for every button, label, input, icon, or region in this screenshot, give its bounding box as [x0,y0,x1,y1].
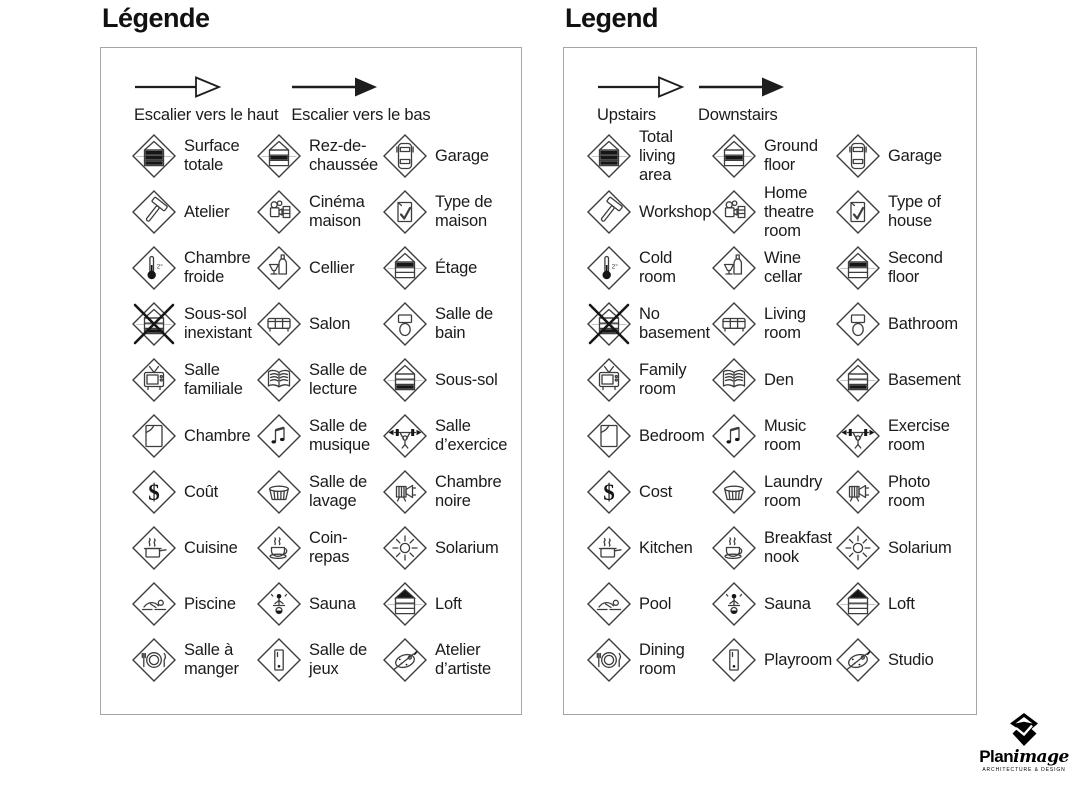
legend-item-label: Sauna [764,594,811,613]
legend-item-label: Loft [888,594,915,613]
legend-item-label: Chambre froide [184,249,251,287]
logo-tagline: ARCHITECTURE & DESIGN [982,767,1066,773]
legend-item-label: Cinéma maison [309,193,365,231]
legend-item-label: Piscine [184,594,236,613]
legend-item-label: Pool [639,594,672,613]
house-basement-icon [835,357,881,403]
stairs-down-arrow-icon [698,74,786,100]
legend-item-label: Atelier [184,202,230,221]
legend-item-label: Salle familiale [184,361,243,399]
cup-icon [711,525,757,571]
planimage-wordmark [972,748,1076,766]
legend-item-label: Salle de lavage [309,473,368,511]
legend-item-label: Coût [184,482,219,501]
legend-item-label: Chambre [184,426,251,445]
palette-icon [835,637,881,683]
legend-item-label: Family room [639,361,687,399]
planimage-mark-icon [1003,712,1045,748]
legend-item-label: Surface totale [184,137,240,175]
page-title-english: Legend [565,3,659,33]
legend-item-label: Music room [764,417,807,455]
sun-icon [835,525,881,571]
games-icon [711,637,757,683]
no-basement-icon [586,301,632,347]
legend-item-label: Salle de jeux [309,641,368,679]
plate-icon [131,637,177,683]
exercise-icon [382,413,428,459]
bed-icon [131,413,177,459]
games-icon [256,637,302,683]
legend-item-label: Atelier d’artiste [435,641,491,679]
house-all-icon [586,133,632,179]
legend-item-label: Salle de musique [309,417,370,455]
legend-panel-english [563,47,977,715]
stairs-up-entry [134,74,278,124]
house-loft-icon [382,581,428,627]
checklist-icon [382,189,428,235]
house-ground-icon [256,133,302,179]
thermometer-icon [131,245,177,291]
legend-item-label: Bedroom [639,426,705,445]
pot-icon [131,525,177,571]
legend-item-label: Breakfast nook [764,529,832,567]
legend-item-label: Chambre noire [435,473,502,511]
palette-icon [382,637,428,683]
sauna-icon [711,581,757,627]
legend-item-label: Basement [888,370,961,389]
wine-icon [711,245,757,291]
swimmer-icon [131,581,177,627]
legend-item-label: Sous-sol inexistant [184,305,252,343]
legend-grid-english [564,128,976,688]
projector-icon [711,189,757,235]
stairs-legend-french [101,48,521,124]
pot-icon [586,525,632,571]
legend-item-label: Salle à manger [184,641,239,679]
stairs-up-label: Escalier vers le haut [134,106,279,124]
svg-text:2°: 2° [156,263,163,271]
brand-plan: Plan [979,747,1014,766]
car-icon [835,133,881,179]
legend-item-label: Solarium [888,538,952,557]
sun-icon [382,525,428,571]
house-loft-icon [835,581,881,627]
house-basement-icon [382,357,428,403]
legend-item-label: Den [764,370,794,389]
notes-icon [711,413,757,459]
basket-icon [711,469,757,515]
bed-icon [586,413,632,459]
thermometer-icon [586,245,632,291]
house-second-icon [382,245,428,291]
stairs-down-label: Escalier vers le bas [291,106,431,124]
swimmer-icon [586,581,632,627]
legend-grid-french [101,128,521,688]
stairs-down-arrow-icon [291,74,379,100]
exercise-icon [835,413,881,459]
book-icon [711,357,757,403]
legend-item-label: No basement [639,305,710,343]
sofa-icon [711,301,757,347]
legend-item-label: Salle de bain [435,305,494,343]
legend-item-label: Dining room [639,641,685,679]
legend-item-label: Étage [435,258,478,277]
legend-item-label: Sous-sol [435,370,498,389]
cup-icon [256,525,302,571]
legend-item-label: Studio [888,650,934,669]
legend-item-label: Salle de lecture [309,361,368,399]
stairs-legend-english [564,48,976,124]
legend-item-label: Photo room [888,473,931,511]
legend-item-label: Kitchen [639,538,693,557]
legend-item-label: Playroom [764,650,833,669]
stairs-up-label: Upstairs [597,106,656,124]
legend-item-label: Exercise room [888,417,950,455]
wine-icon [256,245,302,291]
stairs-up-arrow-icon [134,74,222,100]
dollar-icon [131,469,177,515]
legend-item-label: Cold room [639,249,676,287]
legend-item-label: Cuisine [184,538,238,557]
legend-item-label: Type of house [888,193,941,231]
legend-item-label: Total living area [639,127,676,184]
enlarger-icon [835,469,881,515]
tv-icon [586,357,632,403]
notes-icon [256,413,302,459]
svg-text:$: $ [603,480,615,506]
stairs-down-entry [291,74,430,124]
legend-item-label: Laundry room [764,473,823,511]
hammer-icon [131,189,177,235]
legend-item-label: Sauna [309,594,356,613]
stairs-down-entry [698,74,786,124]
sofa-icon [256,301,302,347]
checklist-icon [835,189,881,235]
house-ground-icon [711,133,757,179]
house-second-icon [835,245,881,291]
enlarger-icon [382,469,428,515]
legend-item-label: Living room [764,305,806,343]
svg-text:2°: 2° [611,263,618,271]
brand-image: image [1013,747,1069,767]
legend-item-label: Second floor [888,249,943,287]
stairs-down-label: Downstairs [698,106,778,124]
planimage-logo [972,712,1076,773]
legend-item-label: Garage [888,146,942,165]
legend-item-label: Cellier [309,258,355,277]
house-all-icon [131,133,177,179]
legend-item-label: Home theatre room [764,183,814,240]
legend-item-label: Cost [639,482,673,501]
legend-item-label: Coin-repas [309,529,350,567]
basket-icon [256,469,302,515]
legend-panel-french [100,47,522,715]
svg-text:$: $ [148,480,160,506]
sauna-icon [256,581,302,627]
car-icon [382,133,428,179]
legend-item-label: Workshop [639,202,712,221]
book-icon [256,357,302,403]
legend-item-label: Ground floor [764,137,818,175]
toilet-icon [382,301,428,347]
legend-item-label: Bathroom [888,314,958,333]
stairs-up-entry [597,74,685,124]
legend-item-label: Salle d’exercice [435,417,508,455]
plate-icon [586,637,632,683]
legend-item-label: Solarium [435,538,499,557]
no-basement-icon [131,301,177,347]
hammer-icon [586,189,632,235]
legend-item-label: Type de maison [435,193,493,231]
stairs-up-arrow-icon [597,74,685,100]
projector-icon [256,189,302,235]
legend-item-label: Rez-de-chaussée [309,137,379,175]
legend-item-label: Wine cellar [764,249,803,287]
dollar-icon [586,469,632,515]
legend-item-label: Salon [309,314,351,333]
toilet-icon [835,301,881,347]
tv-icon [131,357,177,403]
legend-item-label: Garage [435,146,489,165]
page-title-french: Légende [102,3,210,33]
legend-item-label: Loft [435,594,462,613]
